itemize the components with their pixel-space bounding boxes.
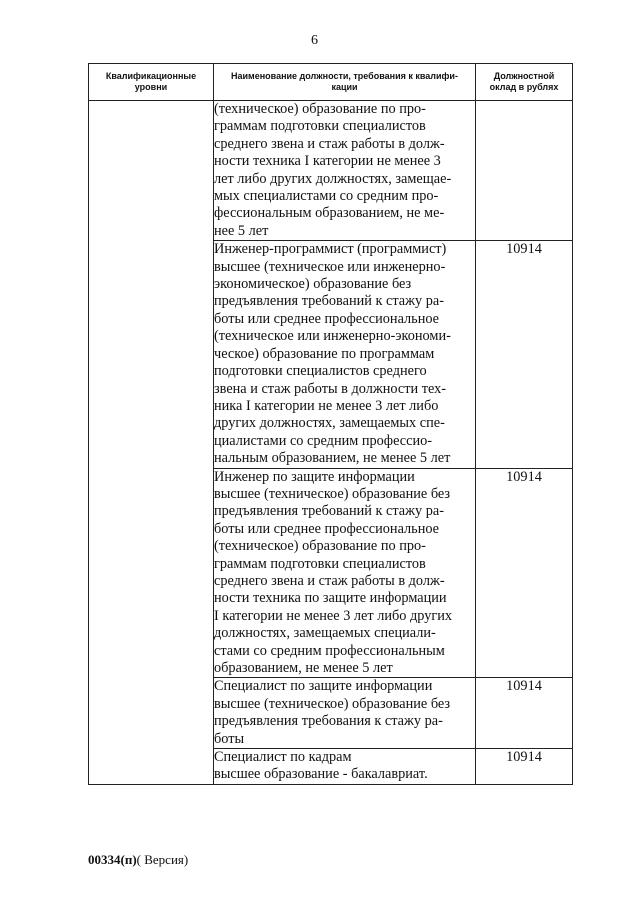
requirements-cell <box>214 678 476 749</box>
document-code: 00334(п) <box>88 852 137 867</box>
requirements-cell <box>214 468 476 678</box>
requirement-line: Специалист по защите информации <box>214 678 433 695</box>
requirement-line: фессиональным образованием, не ме- <box>214 205 445 222</box>
requirement-line: образованием, не менее 5 лет <box>214 660 393 676</box>
table-header <box>89 64 573 101</box>
requirement-line: звена и стаж работы в должности тех- <box>214 380 447 397</box>
requirement-line: (техническое или инженерно-экономи- <box>214 328 451 345</box>
requirement-line: предъявления требований к стажу ра- <box>214 293 444 310</box>
requirement-line: стами со средним профессиональным <box>214 642 445 659</box>
requirement-line: боты или среднее профессиональное <box>214 310 440 327</box>
salary-cell: 10914 <box>476 678 573 749</box>
requirement-line: высшее (техническое) образование без <box>214 695 451 712</box>
header-qualification-levels <box>89 64 214 101</box>
document-version: ( Версия) <box>136 852 189 867</box>
requirement-line: ческое) образование по программам <box>214 345 435 362</box>
requirement-line: высшее (техническое или инженерно- <box>214 258 446 275</box>
requirement-line: экономическое) образование без <box>214 276 412 293</box>
requirement-line: мых специалистами со средним про- <box>214 188 439 205</box>
header-row <box>89 64 573 101</box>
requirement-line: предъявления требования к стажу ра- <box>214 713 443 730</box>
requirement-line: ности техника I категории не менее 3 <box>214 153 441 170</box>
requirement-line: предъявления требований к стажу ра- <box>214 503 444 520</box>
salary-cell: 10914 <box>476 241 573 468</box>
requirement-line: среднего звена и стаж работы в долж- <box>214 135 445 152</box>
requirements-cell <box>214 749 476 785</box>
salary-cell: 10914 <box>476 749 573 785</box>
qualification-table <box>88 63 573 785</box>
requirement-line: Инженер-программист (программист) <box>214 241 447 258</box>
requirement-line: лет либо других должностях, замещае- <box>214 170 452 187</box>
requirement-line: высшее образование - бакалавриат. <box>214 766 428 783</box>
requirement-line: нальным образованием, не менее 5 лет <box>214 450 451 467</box>
requirement-line: среднего звена и стаж работы в долж- <box>214 572 445 589</box>
header-line: уровни <box>134 82 168 92</box>
header-line: оклад в рублях <box>489 82 559 92</box>
requirement-line: (техническое) образование по про- <box>214 538 426 555</box>
header-salary <box>476 64 573 101</box>
requirement-line: (техническое) образование по про- <box>214 101 426 117</box>
requirement-line: боты <box>214 730 245 747</box>
table-body <box>89 101 573 785</box>
requirement-line: нее 5 лет <box>214 222 269 239</box>
requirement-line: ника I категории не менее 3 лет либо <box>214 397 439 414</box>
requirement-line: Инженер по защите информации <box>214 468 415 485</box>
requirement-line: циалистами со средним профессио- <box>214 432 433 449</box>
requirement-line: Специалист по кадрам <box>214 749 352 766</box>
requirement-line: ности техника по защите информации <box>214 590 447 607</box>
header-line: Квалификационные <box>105 71 197 81</box>
header-line: Наименование должности, требования к квалифи- <box>231 71 458 81</box>
requirements-cell <box>214 101 476 241</box>
document-footer <box>88 852 188 868</box>
page-number: 6 <box>311 33 318 48</box>
requirement-line: высшее (техническое) образование без <box>214 485 451 502</box>
requirement-line: граммам подготовки специалистов <box>214 555 426 572</box>
header-position-requirements <box>214 64 476 101</box>
header-line: Должностной <box>493 71 555 81</box>
requirement-line: должностях, замещаемых специали- <box>214 625 436 642</box>
header-line: кации <box>331 82 358 92</box>
salary-cell: 10914 <box>476 468 573 678</box>
requirement-line: других должностях, замещаемых спе- <box>214 415 445 432</box>
requirement-line: подготовки специалистов среднего <box>214 363 427 380</box>
salary-cell <box>476 101 573 241</box>
requirements-cell <box>214 241 476 468</box>
requirement-line: граммам подготовки специалистов <box>214 118 426 135</box>
table-row <box>89 101 573 241</box>
requirement-line: боты или среднее профессиональное <box>214 520 440 537</box>
qualification-level-cell <box>89 101 214 785</box>
requirement-line: I категории не менее 3 лет либо других <box>214 607 453 624</box>
